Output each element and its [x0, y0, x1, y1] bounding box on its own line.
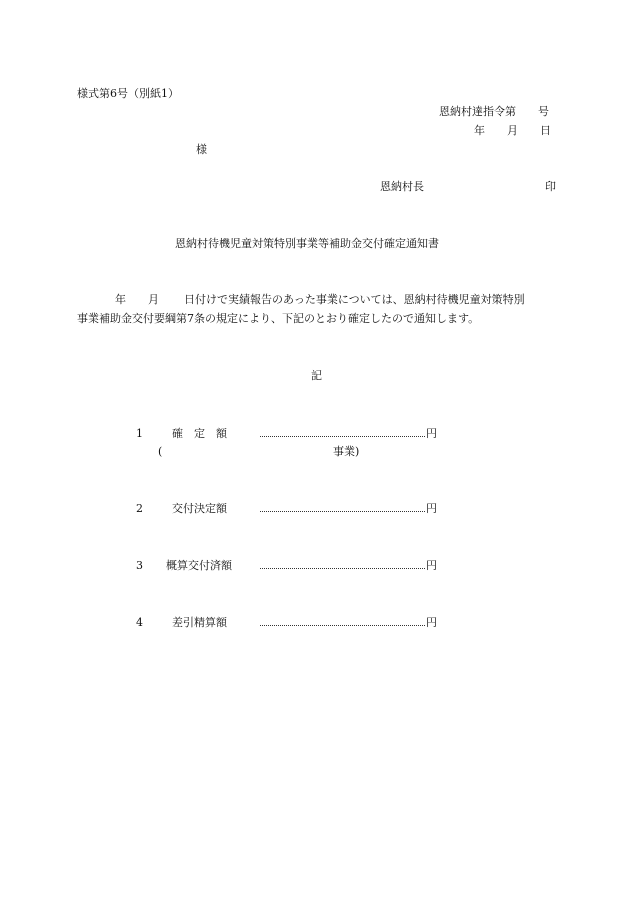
body-year: 年: [115, 293, 126, 306]
amount-leader-line: [260, 617, 425, 626]
body-month: 月: [148, 293, 159, 306]
amount-leader-line: [260, 428, 425, 437]
form-label: 様式第6号（別紙1）: [77, 87, 179, 100]
item-label: 概算交付済額: [166, 559, 232, 572]
business-note-open: (: [158, 445, 163, 458]
item-number: 4: [136, 616, 143, 629]
item-label: 差引精算額: [172, 616, 227, 629]
item-label: 確 定 額: [172, 427, 227, 440]
yen-unit: 円: [426, 502, 437, 515]
body-line2-text: 事業補助金交付要綱第7条の規定により、下記のとおり確定したので通知します。: [77, 312, 480, 325]
directive-number: 恩納村達指令第 号: [439, 105, 549, 118]
amount-leader-line: [260, 560, 425, 569]
business-note-close: 事業): [333, 445, 360, 458]
date-line: 年 月 日: [474, 124, 551, 137]
item-number: 1: [136, 427, 143, 440]
item-number: 2: [136, 502, 143, 515]
yen-unit: 円: [426, 616, 437, 629]
document-title: 恩納村待機児童対策特別事業等補助金交付確定通知書: [175, 237, 439, 250]
item-label: 交付決定額: [172, 502, 227, 515]
item-number: 3: [136, 559, 143, 572]
body-line1-text: 日付けで実績報告のあった事業については、恩納村待機児童対策特別: [184, 293, 525, 306]
issuer-name: 恩納村長: [380, 180, 424, 193]
yen-unit: 円: [426, 427, 437, 440]
record-heading: 記: [311, 369, 322, 382]
addressee-suffix: 様: [196, 143, 207, 156]
yen-unit: 円: [426, 559, 437, 572]
amount-leader-line: [260, 503, 425, 512]
seal-mark: 印: [545, 180, 556, 193]
